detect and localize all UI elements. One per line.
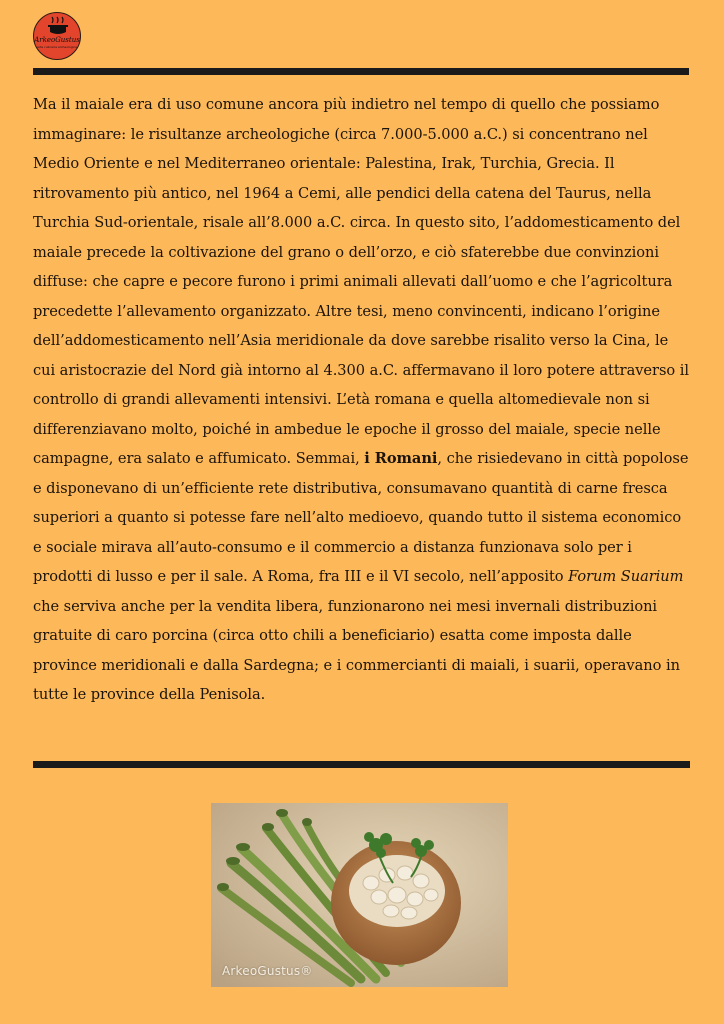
bottom-divider	[33, 761, 690, 768]
italic-term: Forum Suarium	[568, 568, 684, 585]
paragraph-text-3: che serviva anche per la vendita libera, funzionarono nei mesi invernali distribuzioni gratuite di caro porcina (circa otto chili a beneficiario) esatta come imposta dalle province meridionali e dalla Sardegna; e i commercianti di maiali, i suarii, operavano in tutte le province della Penisola.	[33, 597, 680, 703]
logo-tagline: arte culinaria archeologica	[37, 45, 77, 49]
logo-wordmark: ArkeoGustus	[34, 36, 80, 44]
asparagus-and-tart-illustration	[211, 803, 508, 987]
top-divider	[33, 68, 689, 75]
brand-logo	[33, 12, 81, 60]
photo-watermark: ArkeoGustus®	[222, 964, 313, 978]
paragraph-text-2: , che risiedevano in città popolose e disponevano di un’efficiente rete distributiva, consumavano quantità di carne fresca superiori a quanto si potesse fare nell’alto medioevo, quando tutto il sistema economico e sociale mirava all’auto-consumo e il commercio a distanza funzionava solo per i prodotti di lusso e per il sale. A Roma, fra III e il VI secolo, nell’apposito	[33, 450, 689, 585]
bold-term: i Romani	[364, 450, 438, 467]
article-paragraph	[33, 90, 693, 710]
food-photo	[211, 803, 508, 987]
paragraph-text-1: Ma il maiale era di uso comune ancora più indietro nel tempo di quello che possiamo immaginare: le risultanze archeologiche (circa 7.000-5.000 a.C.) si concentrano nel Medio Oriente e nel Mediterraneo orientale: Palestina, Irak, Turchia, Grecia. Il ritrovamento più antico, nel 1964 a Cemi, alle pendici della catena del Taurus, nella Turchia Sud-orientale, risale all’8.000 a.C. circa. In questo sito, l’addomesticamento del maiale precede la coltivazione del grano o dell’orzo, e ciò sfaterebbe due convinzioni diffuse: che capre e pecore furono i primi animali allevati dall’uomo e che l’agricoltura precedette l’allevamento organizzato. Altre tesi, meno convincenti, indicano l’origine dell’addomesticamento nell’Asia meridionale da dove sarebbe risalito verso la Cina, le cui aristocrazie del Nord già intorno al 4.300 a.C. affermavano il loro potere attraverso il controllo di grandi allevamenti intensivi. L’età romana e quella altomedievale non si differenziavano molto, poiché in ambedue le epoche il grosso del maiale, specie nelle campagne, era salato e affumicato. Semmai,	[33, 96, 689, 467]
